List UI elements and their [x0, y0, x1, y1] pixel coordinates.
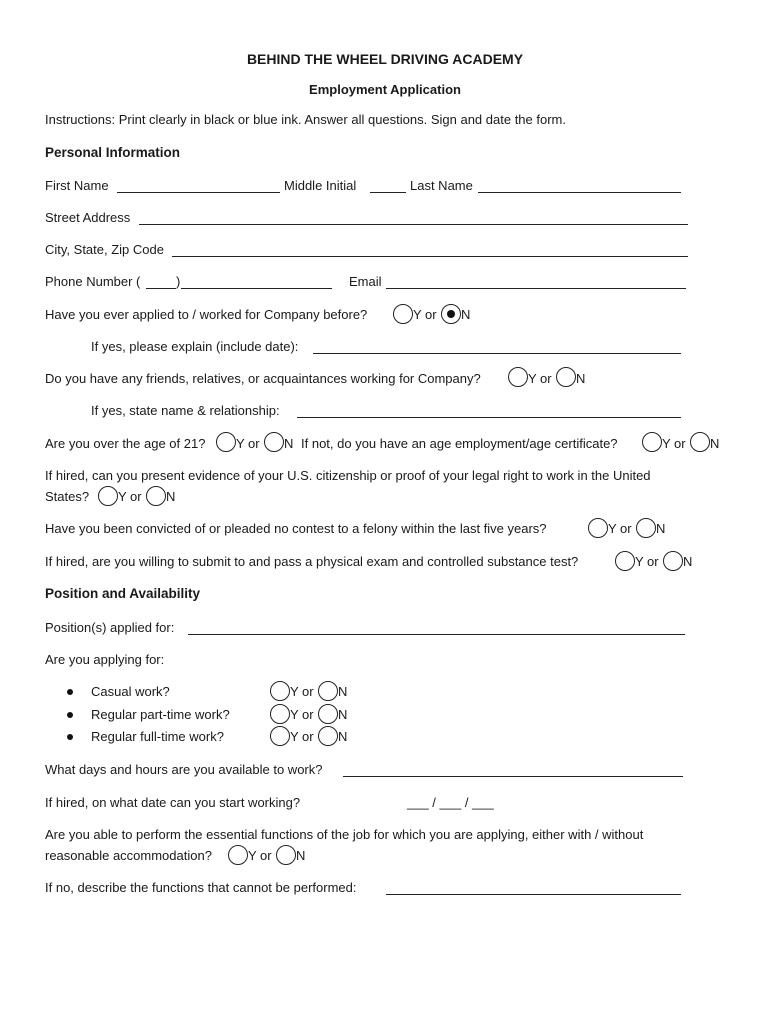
friends-explain-field[interactable] — [297, 417, 681, 418]
friends-yes-radio[interactable] — [508, 367, 528, 387]
no-label: N — [710, 436, 720, 451]
applied-before-question: Have you ever applied to / worked for Company before? — [45, 307, 368, 322]
physical-exam-question: If hired, are you willing to submit to and pass a physical exam and controlled substance test? — [45, 554, 579, 569]
physical-yes-radio[interactable] — [615, 551, 635, 571]
days-hours-field[interactable] — [343, 776, 683, 777]
no-label: N — [683, 554, 693, 569]
city-state-zip-label: City, State, Zip Code — [45, 242, 164, 257]
middle-initial-label: Middle Initial — [284, 178, 357, 193]
email-label: Email — [349, 274, 382, 289]
age-yes-radio[interactable] — [216, 432, 236, 452]
last-name-label: Last Name — [410, 178, 473, 193]
or-label: or — [302, 707, 314, 722]
street-address-field[interactable] — [139, 224, 688, 225]
or-label: or — [647, 554, 659, 569]
applied-explain-label: If yes, please explain (include date): — [91, 339, 299, 354]
yes-label: Y — [236, 436, 245, 451]
yes-label: Y — [290, 729, 299, 744]
yes-label: Y — [635, 554, 644, 569]
cannot-perform-field[interactable] — [386, 894, 681, 895]
first-name-field[interactable] — [117, 192, 280, 193]
bullet — [67, 712, 73, 718]
essential-functions-question-cont: reasonable accommodation? — [45, 848, 212, 863]
email-field[interactable] — [386, 288, 686, 289]
casual-work-label: Casual work? — [91, 684, 170, 699]
or-label: or — [248, 436, 260, 451]
yes-label: Y — [290, 707, 299, 722]
age-question: Are you over the age of 21? — [45, 436, 206, 451]
position-heading: Position and Availability — [45, 586, 201, 601]
full-time-yes-radio[interactable] — [270, 726, 290, 746]
full-time-no-radio[interactable] — [318, 726, 338, 746]
middle-initial-field[interactable] — [370, 192, 406, 193]
start-date-label: If hired, on what date can you start working? — [45, 795, 301, 810]
age-cert-no-radio[interactable] — [690, 432, 710, 452]
last-name-field[interactable] — [478, 192, 681, 193]
age-certificate-question: If not, do you have an age employment/age certificate? — [301, 436, 618, 451]
part-time-yes-radio[interactable] — [270, 704, 290, 724]
no-label: N — [656, 521, 666, 536]
phone-area-code-field[interactable] — [146, 288, 176, 289]
positions-applied-field[interactable] — [188, 634, 685, 635]
or-label: or — [130, 489, 142, 504]
no-label: N — [461, 307, 471, 322]
or-label: or — [620, 521, 632, 536]
essential-functions-question: Are you able to perform the essential functions of the job for which you are applying, either with / without — [45, 827, 644, 842]
positions-applied-label: Position(s) applied for: — [45, 620, 175, 635]
essential-no-radio[interactable] — [276, 845, 296, 865]
physical-no-radio[interactable] — [663, 551, 683, 571]
first-name-label: First Name — [45, 178, 109, 193]
friends-question: Do you have any friends, relatives, or acquaintances working for Company? — [45, 371, 481, 386]
or-label: or — [260, 848, 272, 863]
part-time-work-label: Regular part-time work? — [91, 707, 230, 722]
no-label: N — [338, 707, 348, 722]
citizenship-no-radio[interactable] — [146, 486, 166, 506]
phone-paren-close: ) — [176, 274, 181, 289]
form-subtitle: Employment Application — [309, 82, 461, 97]
or-label: or — [302, 684, 314, 699]
felony-yes-radio[interactable] — [588, 518, 608, 538]
yes-label: Y — [608, 521, 617, 536]
personal-info-heading: Personal Information — [45, 145, 181, 160]
citizenship-question-cont: States? — [45, 489, 90, 504]
days-hours-label: What days and hours are you available to work? — [45, 762, 323, 777]
applying-for-label: Are you applying for: — [45, 652, 165, 667]
no-label: N — [338, 729, 348, 744]
yes-label: Y — [662, 436, 671, 451]
yes-label: Y — [413, 307, 422, 322]
applied-before-yes-radio[interactable] — [393, 304, 413, 324]
no-label: N — [338, 684, 348, 699]
no-label: N — [296, 848, 306, 863]
yes-label: Y — [118, 489, 127, 504]
no-label: N — [166, 489, 176, 504]
citizenship-question: If hired, can you present evidence of your U.S. citizenship or proof of your legal right to work in the United — [45, 468, 651, 483]
city-state-zip-field[interactable] — [172, 256, 688, 257]
phone-number-field[interactable] — [181, 288, 332, 289]
no-label: N — [576, 371, 586, 386]
bullet — [67, 689, 73, 695]
yes-label: Y — [290, 684, 299, 699]
instructions: Instructions: Print clearly in black or blue ink. Answer all questions. Sign and date the form. — [45, 112, 566, 127]
form-title: BEHIND THE WHEEL DRIVING ACADEMY — [246, 51, 524, 67]
essential-yes-radio[interactable] — [228, 845, 248, 865]
yes-label: Y — [528, 371, 537, 386]
or-label: or — [425, 307, 437, 322]
applied-explain-field[interactable] — [313, 353, 681, 354]
no-label: N — [284, 436, 294, 451]
citizenship-yes-radio[interactable] — [98, 486, 118, 506]
age-no-radio[interactable] — [264, 432, 284, 452]
or-label: or — [540, 371, 552, 386]
applied-before-no-radio[interactable] — [441, 304, 461, 324]
street-address-label: Street Address — [45, 210, 131, 225]
felony-no-radio[interactable] — [636, 518, 656, 538]
phone-label: Phone Number ( — [45, 274, 141, 289]
age-cert-yes-radio[interactable] — [642, 432, 662, 452]
or-label: or — [302, 729, 314, 744]
part-time-no-radio[interactable] — [318, 704, 338, 724]
friends-no-radio[interactable] — [556, 367, 576, 387]
felony-question: Have you been convicted of or pleaded no contest to a felony within the last five years? — [45, 521, 547, 536]
start-date-field[interactable]: ___ / ___ / ___ — [407, 795, 494, 810]
bullet — [67, 734, 73, 740]
casual-yes-radio[interactable] — [270, 681, 290, 701]
cannot-perform-label: If no, describe the functions that cannot be performed: — [45, 880, 357, 895]
full-time-work-label: Regular full-time work? — [91, 729, 224, 744]
or-label: or — [674, 436, 686, 451]
yes-label: Y — [248, 848, 257, 863]
friends-explain-label: If yes, state name & relationship: — [91, 403, 280, 418]
casual-no-radio[interactable] — [318, 681, 338, 701]
